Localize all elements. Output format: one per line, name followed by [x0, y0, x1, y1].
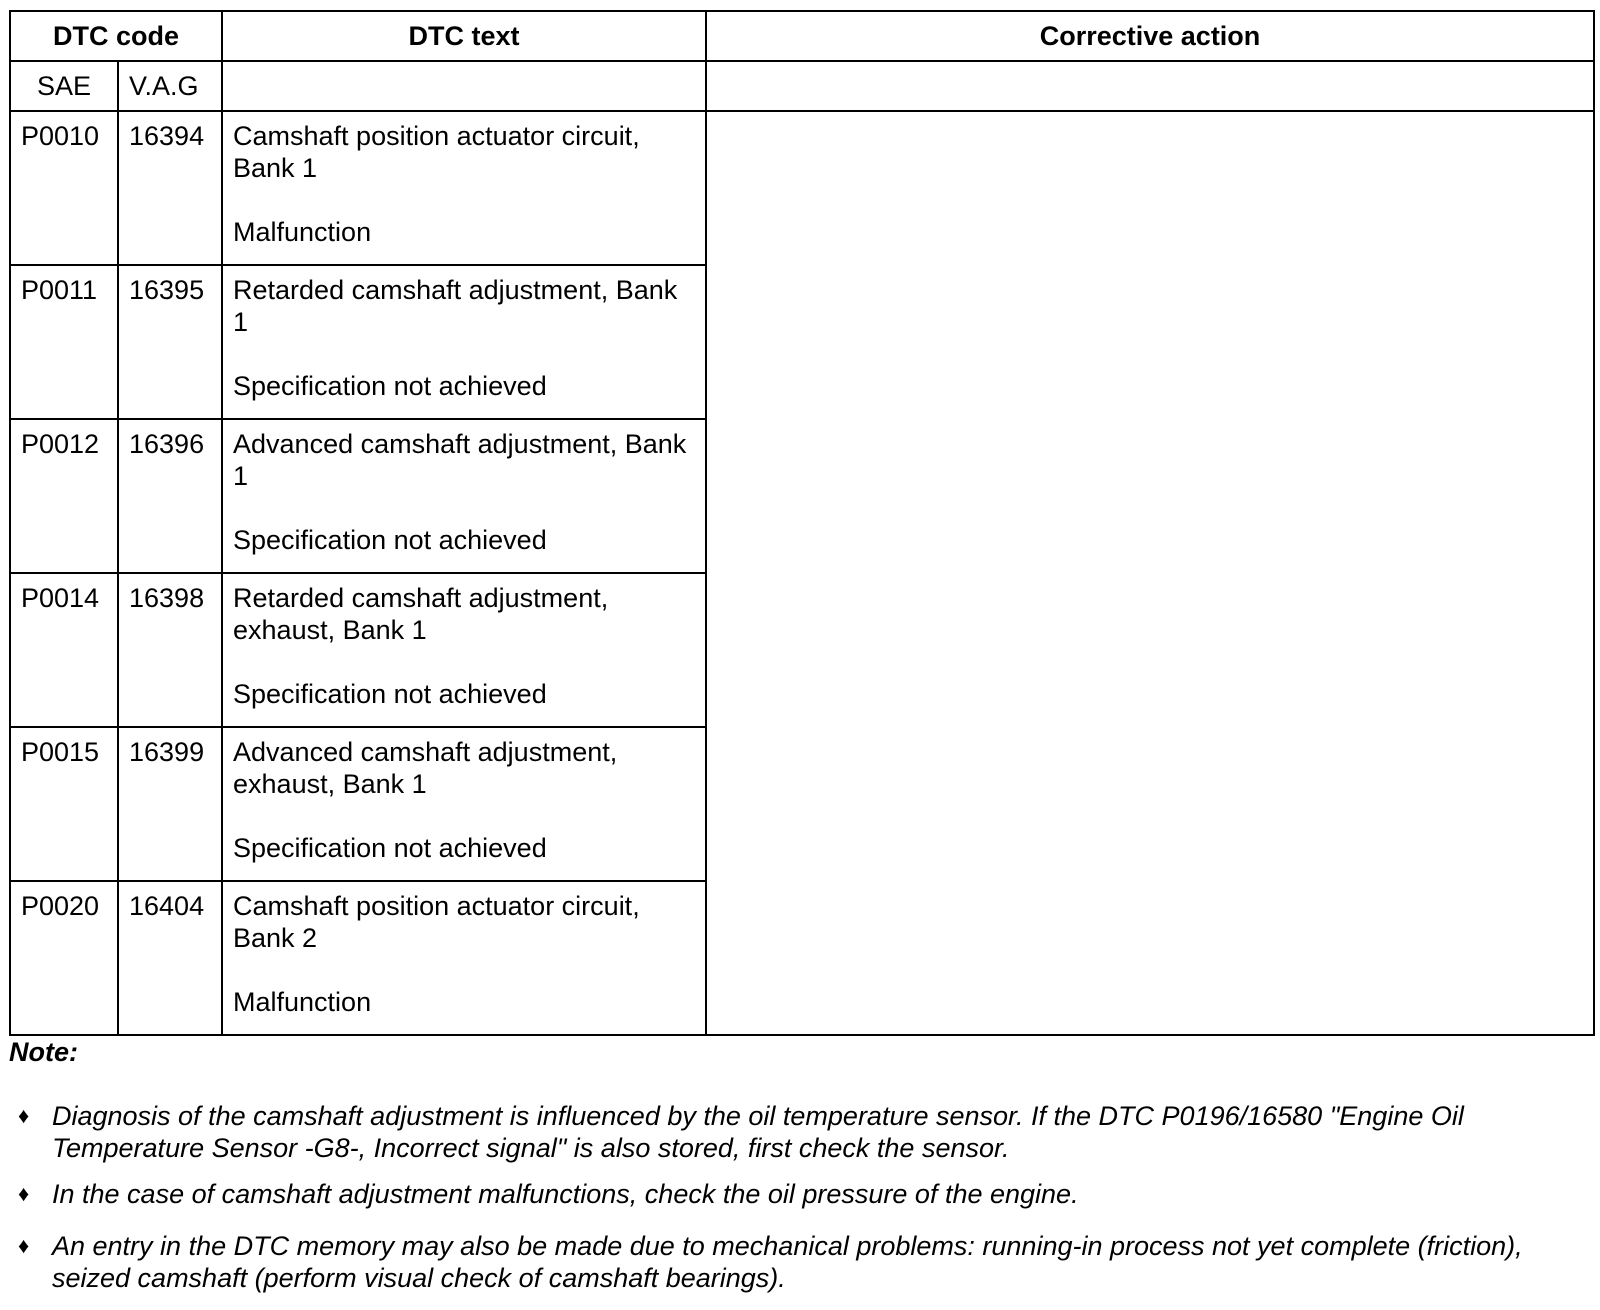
vag-code: 16394 [118, 111, 222, 265]
header-dtc-text: DTC text [222, 11, 706, 61]
dtc-text-cell [222, 727, 706, 881]
sae-code: P0020 [10, 881, 118, 1035]
dtc-description: Advanced camshaft adjustment, exhaust, Bank 1 [233, 737, 618, 799]
dtc-table [9, 10, 1595, 1036]
dtc-text-cell [222, 265, 706, 419]
diamond-bullet-icon: ♦ [18, 1233, 30, 1258]
dtc-text-cell [222, 419, 706, 573]
note-text: Diagnosis of the camshaft adjustment is influenced by the oil temperature sensor. If the DTC P0196/16580 "Engine Oil Temperature Sensor -G8-, Incorrect signal" is also stored, first check the sensor. [52, 1101, 1464, 1163]
corrective-action-cell [706, 111, 1594, 1035]
vag-code: 16396 [118, 419, 222, 573]
list-item [18, 1178, 1578, 1210]
subheader-sae: SAE [10, 61, 118, 111]
sae-code: P0010 [10, 111, 118, 265]
subheader-vag: V.A.G [118, 61, 222, 111]
sae-code: P0012 [10, 419, 118, 573]
list-item [18, 1230, 1578, 1294]
vag-code: 16404 [118, 881, 222, 1035]
dtc-text-cell [222, 573, 706, 727]
subheader-empty-action [706, 61, 1594, 111]
table-subheader-row [10, 61, 1594, 111]
table-header-row [10, 11, 1594, 61]
dtc-description: Advanced camshaft adjustment, Bank 1 [233, 429, 687, 491]
dtc-description: Camshaft position actuator circuit, Bank 2 [233, 891, 640, 953]
table-row [10, 111, 1594, 265]
sae-code: P0014 [10, 573, 118, 727]
diamond-bullet-icon: ♦ [18, 1181, 30, 1206]
dtc-status: Malfunction [233, 987, 372, 1017]
dtc-text-cell [222, 881, 706, 1035]
note-list [18, 1100, 1578, 1308]
vag-code: 16395 [118, 265, 222, 419]
subheader-empty-text [222, 61, 706, 111]
dtc-description: Camshaft position actuator circuit, Bank 1 [233, 121, 640, 183]
header-corrective-action: Corrective action [706, 11, 1594, 61]
dtc-description: Retarded camshaft adjustment, Bank 1 [233, 275, 678, 337]
note-text: An entry in the DTC memory may also be made due to mechanical problems: running-in process not yet complete (friction), seized camshaft (perform visual check of camshaft bearings). [52, 1231, 1523, 1293]
note-text: In the case of camshaft adjustment malfunctions, check the oil pressure of the engine. [52, 1179, 1079, 1209]
note-title: Note: [9, 1037, 78, 1067]
vag-code: 16399 [118, 727, 222, 881]
dtc-status: Specification not achieved [233, 371, 547, 401]
vag-code: 16398 [118, 573, 222, 727]
dtc-status: Specification not achieved [233, 833, 547, 863]
sae-code: P0015 [10, 727, 118, 881]
dtc-status: Malfunction [233, 217, 372, 247]
header-dtc-code: DTC code [10, 11, 222, 61]
dtc-status: Specification not achieved [233, 525, 547, 555]
list-item [18, 1100, 1578, 1164]
diamond-bullet-icon: ♦ [18, 1103, 30, 1128]
dtc-description: Retarded camshaft adjustment, exhaust, Bank 1 [233, 583, 609, 645]
sae-code: P0011 [10, 265, 118, 419]
dtc-text-cell [222, 111, 706, 265]
dtc-status: Specification not achieved [233, 679, 547, 709]
